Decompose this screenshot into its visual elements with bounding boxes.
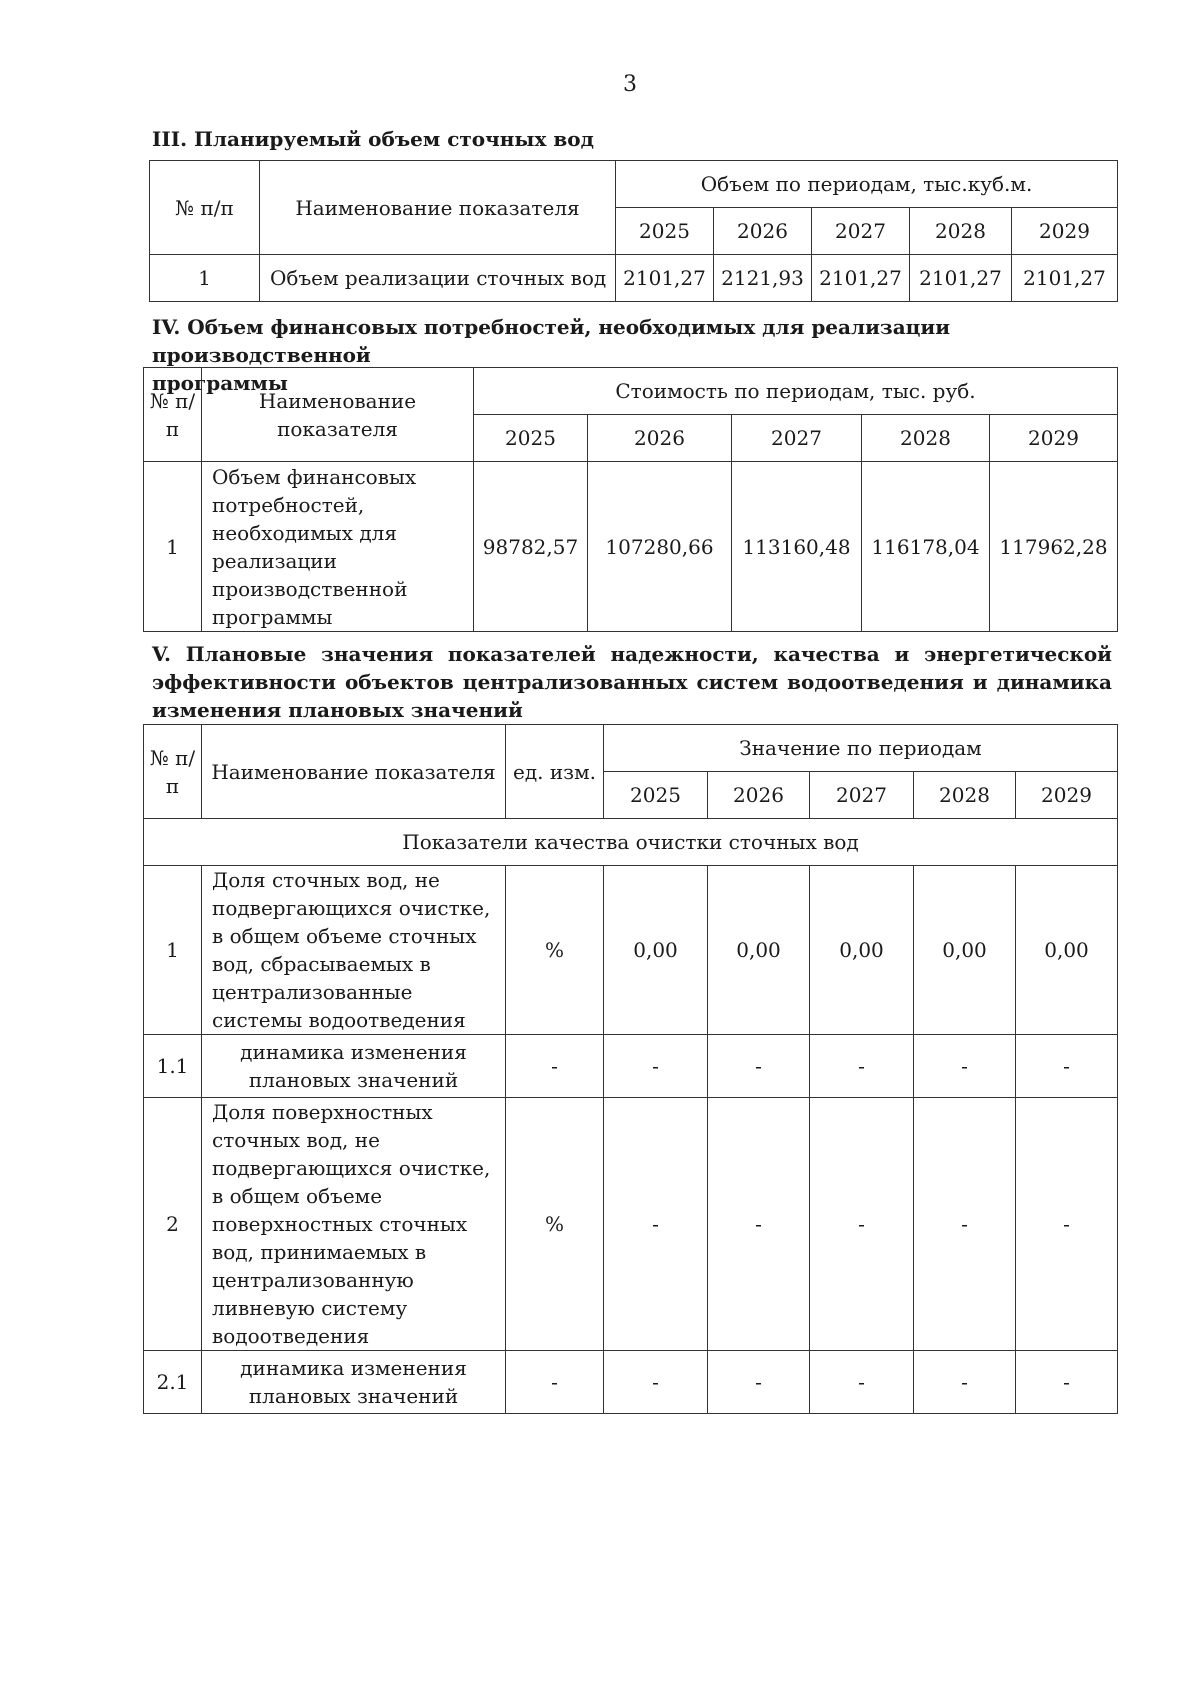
row-value: 0,00 bbox=[810, 866, 914, 1035]
year-header: 2027 bbox=[812, 208, 910, 255]
section-3-title: III. Планируемый объем сточных вод bbox=[152, 127, 594, 151]
section-5-title bbox=[152, 640, 1112, 724]
row-value: - bbox=[1016, 1035, 1118, 1098]
row-unit: % bbox=[506, 1098, 604, 1351]
row-value: - bbox=[604, 1098, 708, 1351]
year-header: 2026 bbox=[588, 415, 732, 462]
year-header: 2029 bbox=[1012, 208, 1118, 255]
row-value: - bbox=[1016, 1098, 1118, 1351]
row-name: Объем финансовых потребностей, необходимых для реализации производственной программы bbox=[202, 462, 474, 632]
row-num: 1 bbox=[150, 255, 260, 302]
header-name: Наименование показателя bbox=[202, 368, 474, 462]
row-value: 2101,27 bbox=[616, 255, 714, 302]
subheader-row: Показатели качества очистки сточных вод bbox=[144, 819, 1118, 866]
row-num: 1.1 bbox=[144, 1035, 202, 1098]
row-num: 2.1 bbox=[144, 1351, 202, 1414]
row-name: динамика изменения плановых значений bbox=[202, 1351, 506, 1414]
row-name: Доля поверхностных сточных вод, не подвергающихся очистке, в общем объеме поверхностных сточных вод, принимаемых в централизованную ливневую систему водоотведения bbox=[202, 1098, 506, 1351]
row-value: 107280,66 bbox=[588, 462, 732, 632]
table-row bbox=[150, 255, 1118, 302]
row-unit: % bbox=[506, 866, 604, 1035]
header-name: Наименование показателя bbox=[260, 161, 616, 255]
row-value: 0,00 bbox=[914, 866, 1016, 1035]
wastewater-volume-table bbox=[149, 160, 1118, 302]
row-value: - bbox=[708, 1351, 810, 1414]
row-value: - bbox=[604, 1351, 708, 1414]
row-num: 2 bbox=[144, 1098, 202, 1351]
row-value: 113160,48 bbox=[732, 462, 862, 632]
header-num: № п/п bbox=[150, 161, 260, 255]
row-value: - bbox=[914, 1035, 1016, 1098]
row-value: - bbox=[708, 1035, 810, 1098]
section-5-title-line: V. Плановые значения показателей надежности, качества и энергетической bbox=[152, 642, 1112, 666]
row-value: 116178,04 bbox=[862, 462, 990, 632]
year-header: 2028 bbox=[862, 415, 990, 462]
header-group: Стоимость по периодам, тыс. руб. bbox=[474, 368, 1118, 415]
table-row bbox=[144, 1098, 1118, 1351]
year-header: 2025 bbox=[616, 208, 714, 255]
reliability-indicators-table bbox=[143, 724, 1118, 1414]
year-header: 2025 bbox=[604, 772, 708, 819]
page-number: 3 bbox=[623, 72, 637, 97]
section-4-title-line: IV. Объем финансовых потребностей, необходимых для реализации производственной bbox=[152, 315, 951, 367]
table-row bbox=[144, 1035, 1118, 1098]
section-5-title-line: эффективности объектов централизованных систем водоотведения и динамика bbox=[152, 670, 1112, 694]
year-header: 2026 bbox=[708, 772, 810, 819]
year-header: 2026 bbox=[714, 208, 812, 255]
table-row bbox=[144, 462, 1118, 632]
header-unit: ед. изм. bbox=[506, 725, 604, 819]
financial-needs-table bbox=[143, 367, 1118, 632]
year-header: 2029 bbox=[990, 415, 1118, 462]
year-header: 2029 bbox=[1016, 772, 1118, 819]
row-value: - bbox=[914, 1098, 1016, 1351]
row-value: 0,00 bbox=[1016, 866, 1118, 1035]
row-name: Доля сточных вод, не подвергающихся очистке, в общем объеме сточных вод, сбрасываемых в централизованные системы водоотведения bbox=[202, 866, 506, 1035]
row-value: - bbox=[810, 1035, 914, 1098]
row-value: - bbox=[604, 1035, 708, 1098]
row-value: 2101,27 bbox=[1012, 255, 1118, 302]
row-value: - bbox=[810, 1351, 914, 1414]
row-value: 117962,28 bbox=[990, 462, 1118, 632]
section-4-title-line: программы bbox=[152, 371, 288, 395]
row-value: 0,00 bbox=[604, 866, 708, 1035]
section-5-title-line: изменения плановых значений bbox=[152, 698, 523, 722]
row-value: 0,00 bbox=[708, 866, 810, 1035]
header-name: Наименование показателя bbox=[202, 725, 506, 819]
row-num: 1 bbox=[144, 866, 202, 1035]
header-group: Объем по периодам, тыс.куб.м. bbox=[616, 161, 1118, 208]
row-name: Объем реализации сточных вод bbox=[260, 255, 616, 302]
row-value: - bbox=[708, 1098, 810, 1351]
table-row bbox=[144, 1351, 1118, 1414]
row-value: - bbox=[914, 1351, 1016, 1414]
header-group: Значение по периодам bbox=[604, 725, 1118, 772]
row-name: динамика изменения плановых значений bbox=[202, 1035, 506, 1098]
year-header: 2028 bbox=[914, 772, 1016, 819]
row-num: 1 bbox=[144, 462, 202, 632]
row-value: 98782,57 bbox=[474, 462, 588, 632]
row-value: 2101,27 bbox=[910, 255, 1012, 302]
header-num: № п/п bbox=[144, 368, 202, 462]
year-header: 2027 bbox=[810, 772, 914, 819]
year-header: 2027 bbox=[732, 415, 862, 462]
table-row bbox=[144, 866, 1118, 1035]
row-value: - bbox=[1016, 1351, 1118, 1414]
row-unit: - bbox=[506, 1035, 604, 1098]
year-header: 2025 bbox=[474, 415, 588, 462]
year-header: 2028 bbox=[910, 208, 1012, 255]
row-value: - bbox=[810, 1098, 914, 1351]
row-value: 2121,93 bbox=[714, 255, 812, 302]
header-num: № п/п bbox=[144, 725, 202, 819]
row-value: 2101,27 bbox=[812, 255, 910, 302]
row-unit: - bbox=[506, 1351, 604, 1414]
